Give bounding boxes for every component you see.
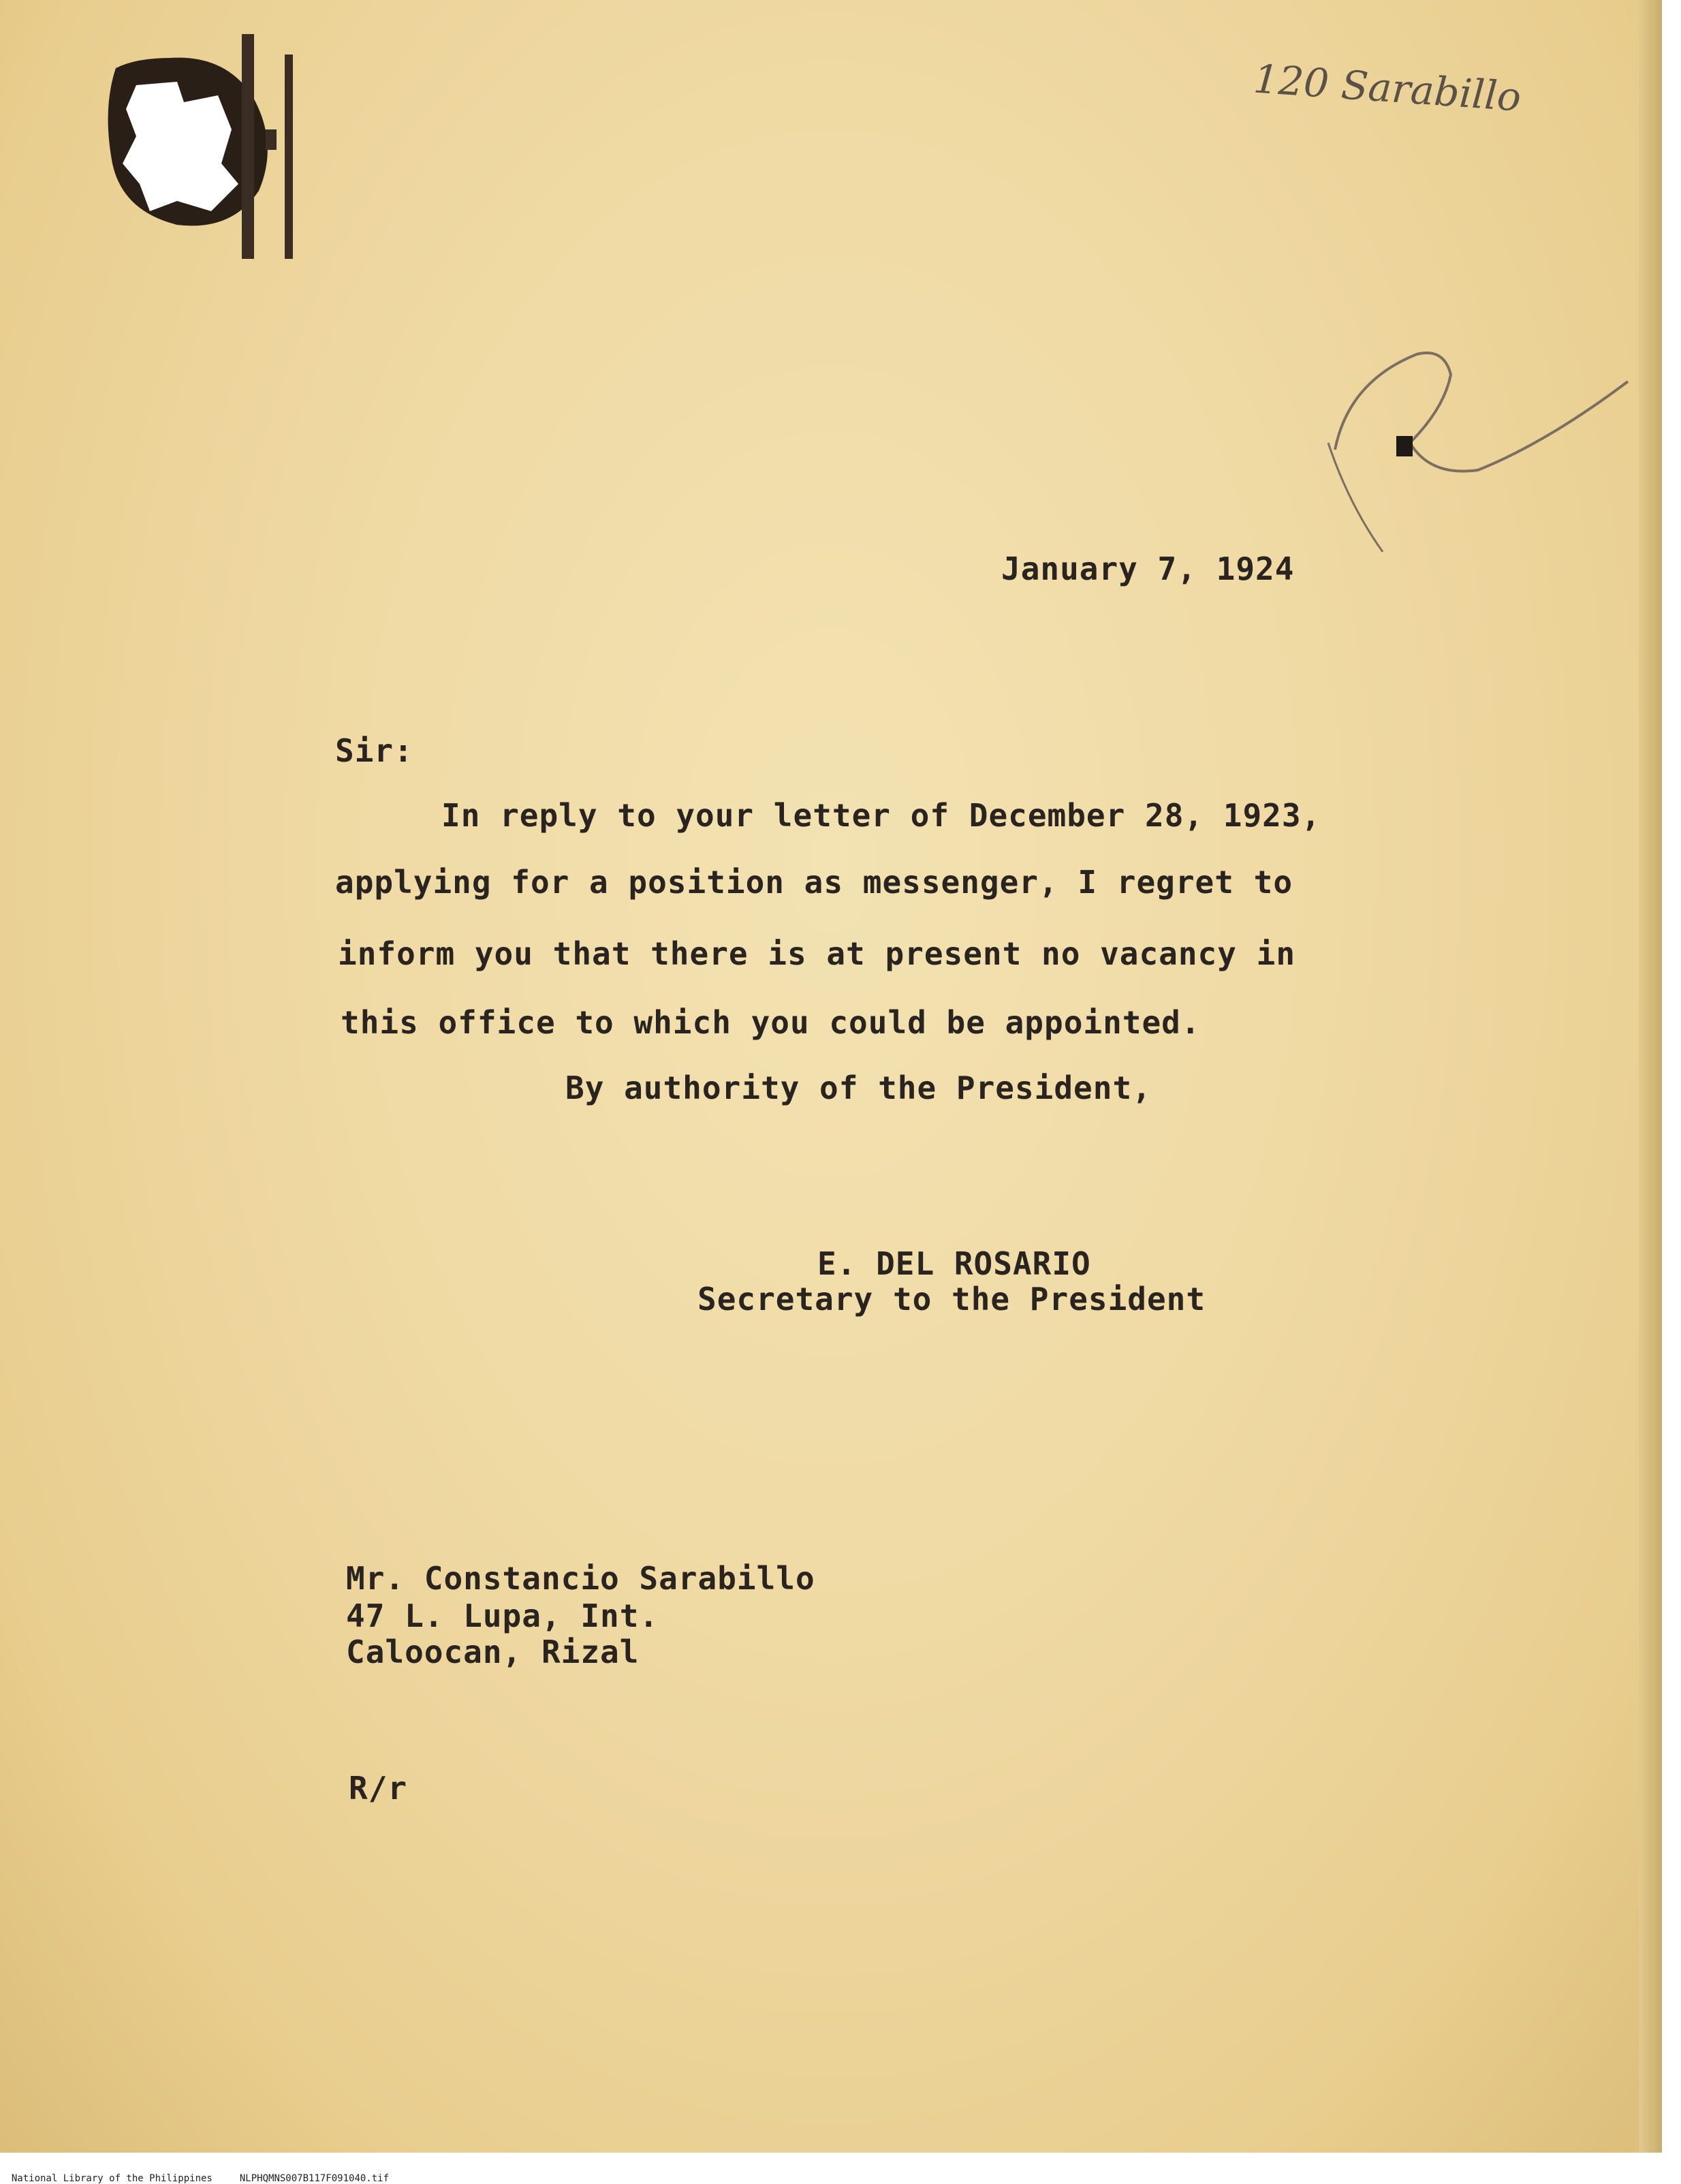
closing-line: By authority of the President,	[565, 1070, 1152, 1106]
recipient-name: Mr. Constancio Sarabillo	[346, 1560, 815, 1597]
body-line-2: applying for a position as messenger, I regret to	[335, 864, 1293, 901]
reference-initials: R/r	[349, 1770, 408, 1807]
burn-hole-icon	[75, 27, 300, 266]
letter-date: January 7, 1924	[1001, 550, 1295, 587]
body-line-4: this office to which you could be appointed.	[341, 1004, 1201, 1041]
paper-edge	[1639, 0, 1662, 2153]
pencil-check-mark	[1308, 341, 1635, 565]
footer-filename: NLPHQMNS007B117F091040.tif	[239, 2173, 390, 2184]
signer-name: E. DEL ROSARIO	[817, 1245, 1091, 1282]
scan-footer	[0, 2162, 416, 2184]
handwritten-annotation: 120 Sarabillo	[1252, 55, 1523, 121]
body-line-1: In reply to your letter of December 28, 1923,	[441, 797, 1321, 834]
recipient-street: 47 L. Lupa, Int.	[346, 1597, 659, 1634]
recipient-city: Caloocan, Rizal	[346, 1634, 640, 1670]
body-line-3: inform you that there is at present no vacancy in	[338, 935, 1296, 972]
footer-institution: National Library of the Philippines	[11, 2173, 213, 2184]
signer-title: Secretary to the President	[697, 1281, 1206, 1317]
salutation: Sir:	[335, 732, 413, 769]
